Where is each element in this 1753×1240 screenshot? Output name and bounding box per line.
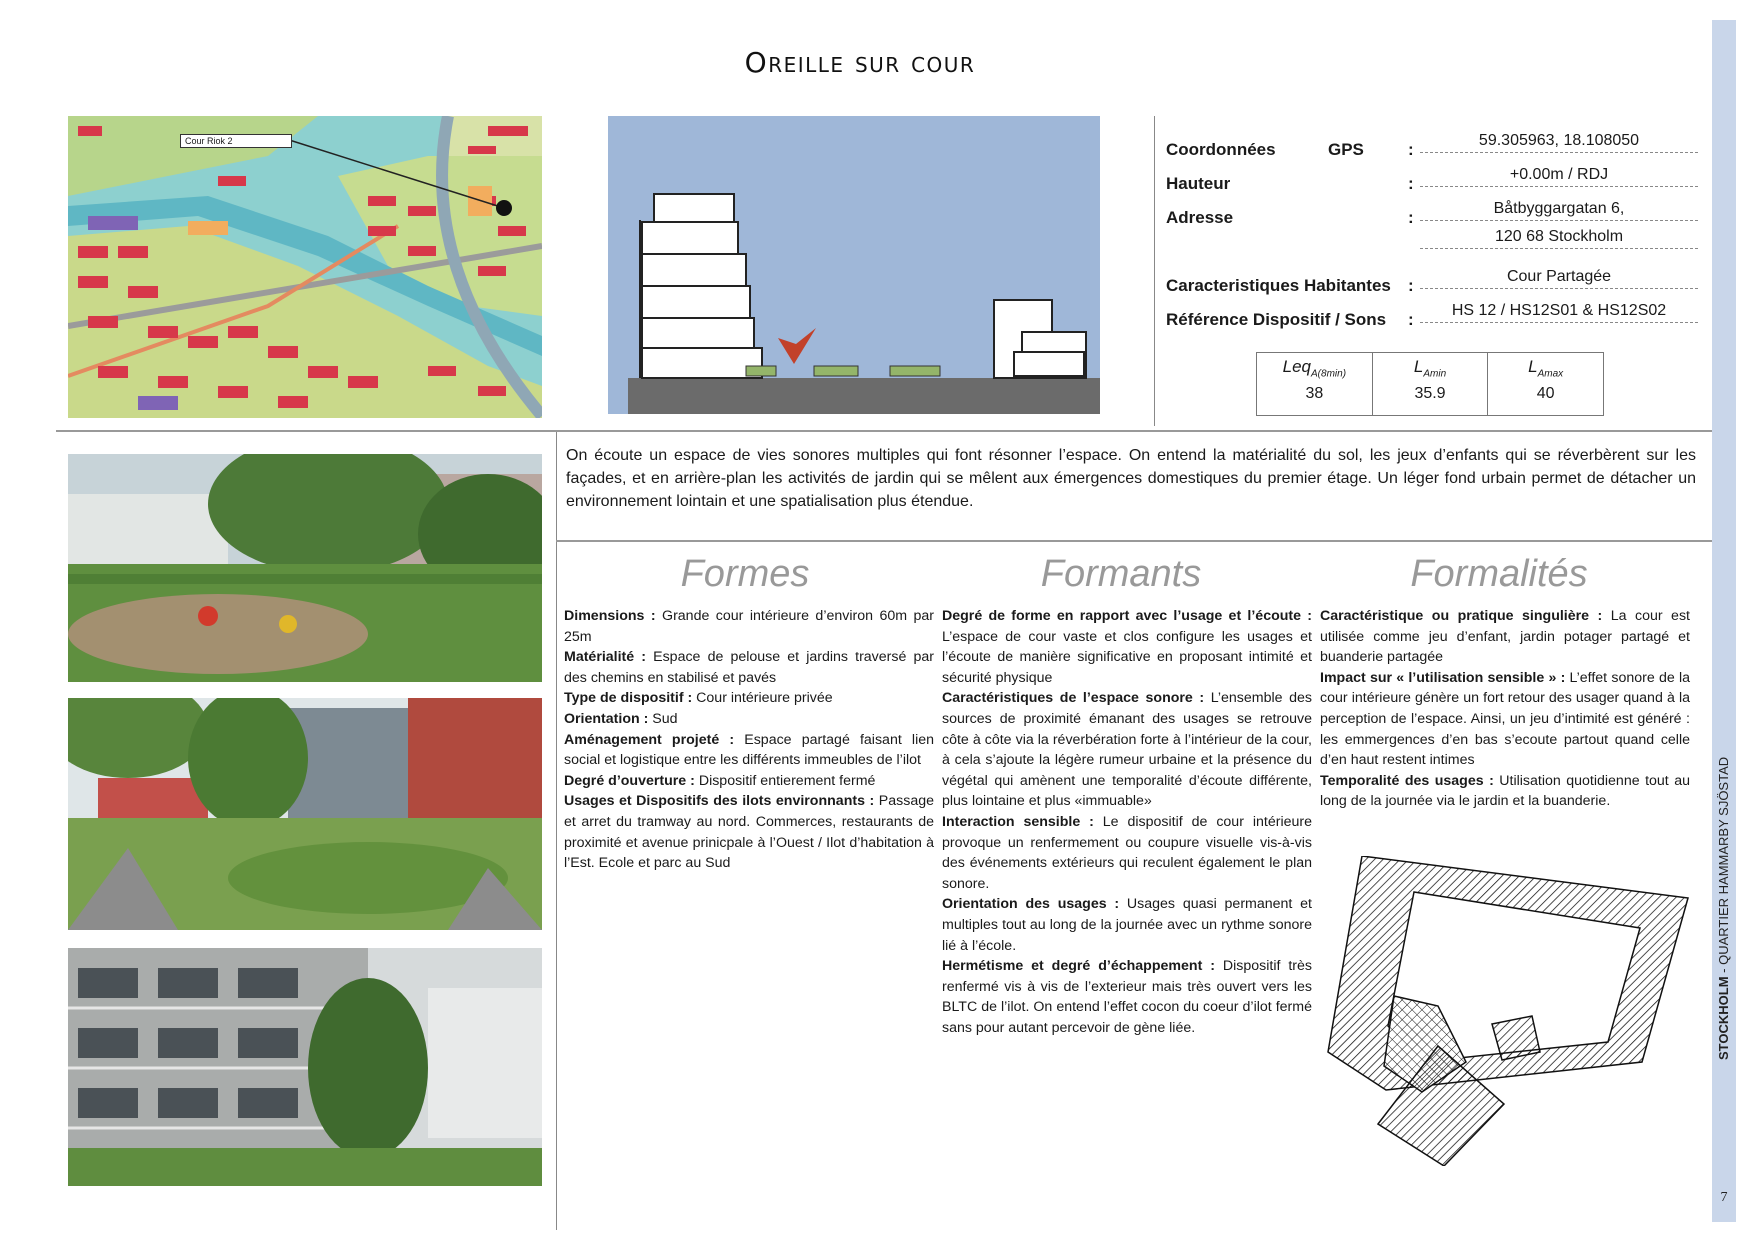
lamin-header: L [1413, 357, 1424, 376]
ref-value: HS 12 / HS12S01 & HS12S02 [1420, 302, 1698, 323]
formants-text: Dispositif très renfermé vis à vis de l’exterieur mais très ouvert vers les BLTC de l’ilot. On entend l’effet cocon du coeur d’ilot fermé sans pour autant percevoir de gène liée. [942, 958, 1312, 1036]
formes-text: Dispositif entierement fermé [694, 772, 876, 789]
coords-label: Coordonnées [1166, 140, 1276, 159]
lamin-header-sub: Amin [1423, 368, 1447, 380]
hauteur-label: Hauteur [1166, 174, 1231, 193]
formants-label: Interaction sensible : [942, 813, 1094, 830]
formes-label: Matérialité : [564, 649, 647, 666]
formes-item [564, 647, 934, 688]
carac-value: Cour Partagée [1420, 268, 1698, 289]
sidebar-city: STOCKHOLM [1716, 976, 1731, 1060]
formants-label: Hermétisme et degré d’échappement : [942, 958, 1215, 975]
location-map [68, 116, 542, 418]
ref-colon: : [1408, 310, 1414, 329]
formes-item [564, 606, 934, 647]
formants-item [942, 812, 1312, 894]
photo-2-graphic [68, 698, 542, 930]
formes-text: Sud [648, 710, 678, 727]
coords-value: 59.305963, 18.108050 [1420, 132, 1698, 153]
leq-header: Leq [1282, 357, 1312, 376]
section-diagram [608, 116, 1100, 414]
coords-colon: : [1408, 140, 1414, 159]
info-row-hauteur [1166, 166, 1712, 196]
description-text: On écoute un espace de vies sonores multiples qui font résonner l’espace. On entend la matérialité du sol, les jeux d’enfants qui se réverbèrent sur les façades, et en arrière-plan les activités de jardin qui se mêlent aux émergences domestiques du premier étage. Un léger fond urbain permet de détacher un environnement lointain et une spatialisation plus étendue. [566, 447, 1696, 510]
column-formes [564, 606, 934, 874]
formants-label: Caractéristiques de l’espace sonore : [942, 690, 1205, 707]
heading-formes: Formes [680, 553, 810, 595]
section-graphic [608, 116, 1100, 414]
formes-text: Cour intérieure privée [692, 690, 833, 707]
formes-item [564, 688, 934, 709]
formes-label: Type de dispositif : [564, 690, 693, 707]
formes-text: Espace de pelouse et jardins traversé par des chemins en stabilisé et pavés [564, 649, 934, 686]
formes-item [564, 730, 934, 771]
plan-graphic [1318, 856, 1708, 1166]
photo-1-graphic [68, 454, 542, 682]
formants-label: Degré de forme en rapport avec l’usage et l’écoute : [942, 608, 1312, 624]
lamax-header-sub: Amax [1537, 368, 1564, 380]
photo-courtyard-garden [68, 698, 542, 930]
formalites-label: Impact sur « l’utilisation sensible » : [1320, 669, 1566, 686]
column-formalites [1320, 606, 1690, 812]
formes-item [564, 709, 934, 730]
formes-label: Dimensions : [564, 608, 656, 624]
formants-item [942, 606, 1312, 688]
photo-building-facade [68, 948, 542, 1186]
adresse-label: Adresse [1166, 208, 1234, 227]
formes-text: Grande cour intérieure d’environ 60m par 25m [564, 608, 934, 645]
lamax-value: 40 [1536, 385, 1555, 403]
map-graphic [68, 116, 542, 418]
formalites-text: L’effet sonore de la cour intérieure génère un fort retour des usager quand à la perception de l’espace. Ainsi, un jeu d’intimité est généré : les emmergences d’en bas s’ecoute partout quand celle d’en haut restent intimes [1320, 669, 1690, 769]
formants-text: Usages quasi permanent et multiples tout au long de la journée avec un rythme sonore lié à l’école. [942, 896, 1312, 954]
leq-header-sub: A(8min) [1311, 368, 1347, 380]
carac-colon: : [1408, 276, 1414, 295]
lamin-cell [1373, 353, 1489, 415]
lamin-value: 35.9 [1414, 385, 1446, 403]
formes-text: Espace partagé faisant lien social et logistique entre les différents immeubles de l’ilot [564, 731, 935, 769]
formants-text: L’ensemble des sources de proximité émanant des usages se retrouve côte à côte via la réverbération forte à l’intérieur de la cour, à cela s’ajoute la légère rumeur urbaine et la présence du végétal qui amènent une temporalité d’écoute différente, plus lointaine et plus «immuable» [942, 690, 1312, 810]
formalites-item [1320, 606, 1690, 668]
info-row-adresse-2 [1166, 228, 1712, 258]
formalites-text: Utilisation quotidienne tout au long de la journée via le jardin et la buanderie. [1320, 772, 1690, 810]
sidebar-district: - QUARTIER HAMMARBY SJÖSTAD [1716, 756, 1731, 977]
hauteur-colon: : [1408, 174, 1414, 193]
formalites-label: Temporalité des usages : [1320, 772, 1494, 789]
carac-label: Caracteristiques Habitantes [1166, 276, 1391, 295]
horizontal-divider-top [56, 430, 1712, 432]
formants-item [942, 894, 1312, 956]
column-formants [942, 606, 1312, 1038]
formants-label: Orientation des usages : [942, 896, 1120, 913]
lamax-header: L [1528, 357, 1538, 376]
info-row-carac [1166, 268, 1712, 298]
page-number: 7 [1720, 1190, 1728, 1205]
info-row-adresse [1166, 200, 1712, 230]
info-row-ref [1166, 302, 1712, 332]
formes-item [564, 771, 934, 792]
formalites-label: Caractéristique ou pratique singulière : [1320, 608, 1603, 624]
formes-label: Orientation : [564, 710, 649, 727]
adresse-colon: : [1408, 208, 1414, 227]
courtyard-plan [1318, 856, 1708, 1166]
formes-item [564, 791, 934, 873]
formalites-item [1320, 668, 1690, 771]
leq-cell [1257, 353, 1373, 415]
formants-text: Le dispositif de cour intérieure provoque un renfermement ou coupure visuelle vis-à-vis des événements extérieurs qui reculent également le plan sonore. [942, 813, 1312, 892]
adresse-value-2: 120 68 Stockholm [1420, 228, 1698, 249]
formes-text: Passage et arret du tramway au nord. Commerces, restaurants de proximité et avenue prinicpale à l’Ouest / Ilot d’habitation à l’Est. Ecole et parc au Sud [564, 793, 934, 872]
sidebar-caption [1712, 720, 1736, 1060]
formants-item [942, 956, 1312, 1038]
formants-text: L’espace de cour vaste et clos configure les usages et l’écoute de manière significative en proposant intimité et sécurité physique [942, 628, 1312, 686]
horizontal-divider-mid [556, 540, 1712, 542]
formalites-item [1320, 771, 1690, 812]
map-label: Cour Riok 2 [180, 134, 292, 148]
photo-3-graphic [68, 948, 542, 1186]
leq-value: 38 [1305, 385, 1324, 403]
vertical-divider [556, 430, 557, 1230]
formalites-text: La cour est utilisée comme jeu d’enfant, jardin potager partagé et buanderie partagée [1320, 608, 1690, 666]
heading-formalites: Formalités [1410, 553, 1588, 595]
lamax-cell [1488, 353, 1603, 415]
formants-item [942, 688, 1312, 812]
coords-gps-label: GPS [1328, 140, 1364, 159]
adresse-value-1: Båtbyggargatan 6, [1420, 200, 1698, 221]
photo-courtyard-playground [68, 454, 542, 682]
sound-level-table [1256, 352, 1604, 416]
info-row-coords [1166, 132, 1712, 162]
formes-label: Degré d’ouverture : [564, 772, 695, 789]
ref-label: Référence Dispositif / Sons [1166, 310, 1387, 329]
info-divider [1154, 116, 1155, 426]
hauteur-value: +0.00m / RDJ [1420, 166, 1698, 187]
page-title: Oreille sur cour [744, 46, 976, 79]
heading-formants: Formants [1040, 553, 1202, 595]
formes-label: Usages et Dispositifs des ilots environnants : [564, 793, 875, 810]
formes-label: Aménagement projeté : [564, 731, 735, 748]
